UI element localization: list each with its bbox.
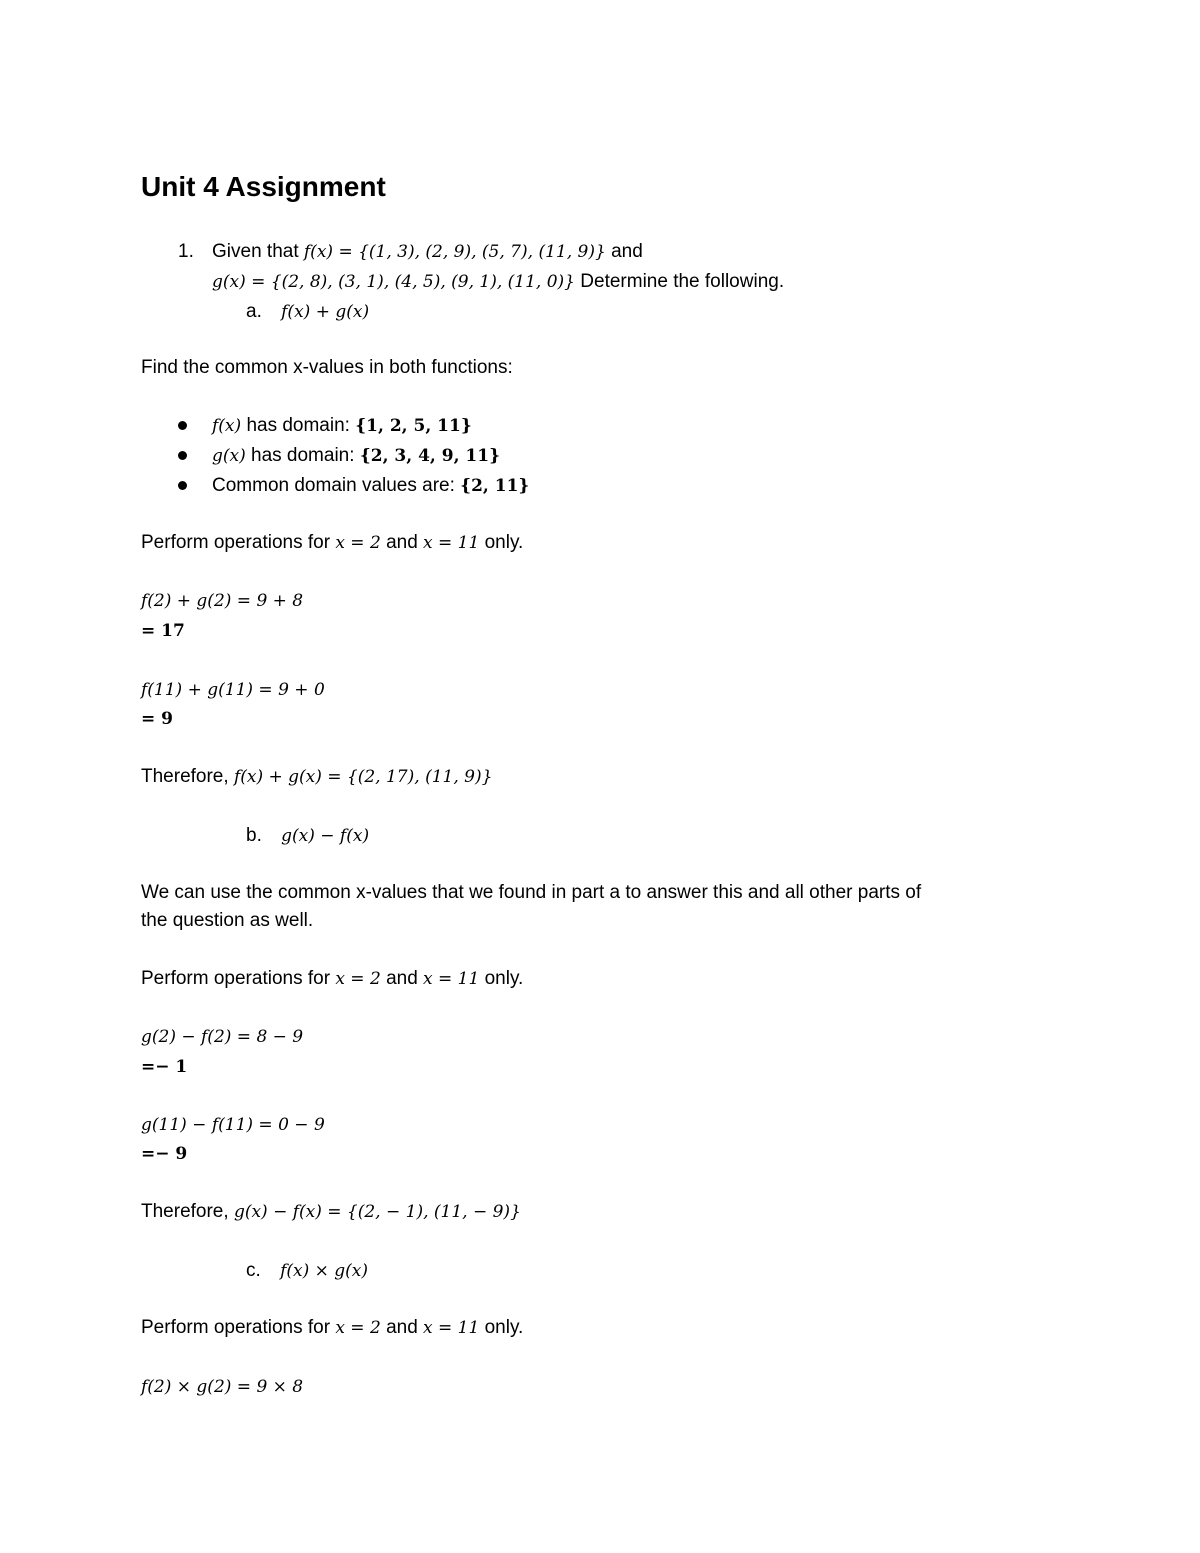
- perform-and: and: [386, 1317, 418, 1338]
- therefore-expression: f(x) + g(x) = {(2, 17), (11, 9)}: [233, 767, 493, 787]
- part-b-label: b.: [246, 825, 262, 846]
- perform-operations-b: [141, 967, 523, 991]
- perform-suffix: only.: [484, 968, 524, 989]
- question-number: 1.: [178, 241, 194, 262]
- question-and: and: [611, 241, 643, 262]
- question-intro: Given that: [212, 241, 299, 262]
- perform-x2: x = 11: [423, 1318, 480, 1338]
- calc-line: f(11) + g(11) = 9 + 0: [141, 680, 325, 700]
- perform-x2: x = 11: [423, 969, 480, 989]
- bullet-set: {2, 3, 4, 9, 11}: [359, 446, 500, 466]
- part-a-expression: f(x) + g(x): [281, 302, 370, 322]
- bullet-text: has domain:: [246, 415, 350, 436]
- part-c-heading: [246, 1259, 368, 1283]
- bullet-text: has domain:: [251, 445, 355, 466]
- bullet-math: f(x): [212, 416, 242, 436]
- calc-line: g(11) − f(11) = 0 − 9: [141, 1115, 325, 1135]
- perform-prefix: Perform operations for: [141, 968, 331, 989]
- calc-line: f(2) + g(2) = 9 + 8: [141, 591, 304, 611]
- calc-line: f(2) × g(2) = 9 × 8: [141, 1377, 304, 1397]
- bullet-set: {1, 2, 5, 11}: [355, 416, 472, 436]
- part-b-expression: g(x) − f(x): [281, 826, 370, 846]
- bullet-g-domain: [212, 444, 500, 468]
- perform-prefix: Perform operations for: [141, 532, 331, 553]
- bullet-set: {2, 11}: [460, 476, 530, 496]
- calc-result: =− 1: [141, 1057, 188, 1077]
- part-a-heading: [246, 300, 369, 324]
- therefore-prefix: Therefore,: [141, 766, 229, 787]
- question-determine: Determine the following.: [580, 271, 785, 292]
- perform-x1: x = 2: [335, 1318, 381, 1338]
- therefore-b: [141, 1200, 521, 1224]
- part-c-expression: f(x) × g(x): [280, 1261, 368, 1281]
- therefore-a: [141, 765, 492, 789]
- question-line-2: [212, 270, 784, 294]
- find-common-text: Find the common x-values in both functions:: [141, 357, 513, 378]
- perform-suffix: only.: [484, 1317, 524, 1338]
- perform-and: and: [386, 532, 418, 553]
- therefore-prefix: Therefore,: [141, 1201, 229, 1222]
- bullet-dot: [178, 421, 187, 430]
- b-note-line-1: We can use the common x-values that we found in part a to answer this and all other parts of: [141, 882, 922, 903]
- part-c-label: c.: [246, 1260, 261, 1281]
- perform-x1: x = 2: [335, 533, 381, 553]
- b-note-line-2: the question as well.: [141, 910, 314, 931]
- calc-line: g(2) − f(2) = 8 − 9: [141, 1027, 304, 1047]
- calc-result: = 9: [141, 709, 173, 729]
- calc-result: = 17: [141, 621, 185, 641]
- page-title: Unit 4 Assignment: [141, 171, 386, 202]
- bullet-text: Common domain values are:: [212, 475, 455, 496]
- perform-operations-c: [141, 1316, 523, 1340]
- calc-result: =− 9: [141, 1144, 188, 1164]
- part-b-heading: [246, 824, 369, 848]
- question-line-1: [212, 240, 643, 264]
- g-definition: g(x) = {(2, 8), (3, 1), (4, 5), (9, 1), (11, 0)}: [212, 272, 575, 292]
- bullet-common-domain: [212, 474, 529, 498]
- bullet-math: g(x): [212, 446, 246, 466]
- perform-suffix: only.: [484, 532, 524, 553]
- bullet-dot: [178, 451, 187, 460]
- perform-prefix: Perform operations for: [141, 1317, 331, 1338]
- perform-and: and: [386, 968, 418, 989]
- bullet-f-domain: [212, 414, 472, 438]
- therefore-expression: g(x) − f(x) = {(2, − 1), (11, − 9)}: [233, 1202, 521, 1222]
- perform-x1: x = 2: [335, 969, 381, 989]
- bullet-dot: [178, 481, 187, 490]
- part-a-label: a.: [246, 301, 262, 322]
- f-definition: f(x) = {(1, 3), (2, 9), (5, 7), (11, 9)}: [303, 242, 606, 262]
- perform-operations-a: [141, 531, 523, 555]
- perform-x2: x = 11: [423, 533, 480, 553]
